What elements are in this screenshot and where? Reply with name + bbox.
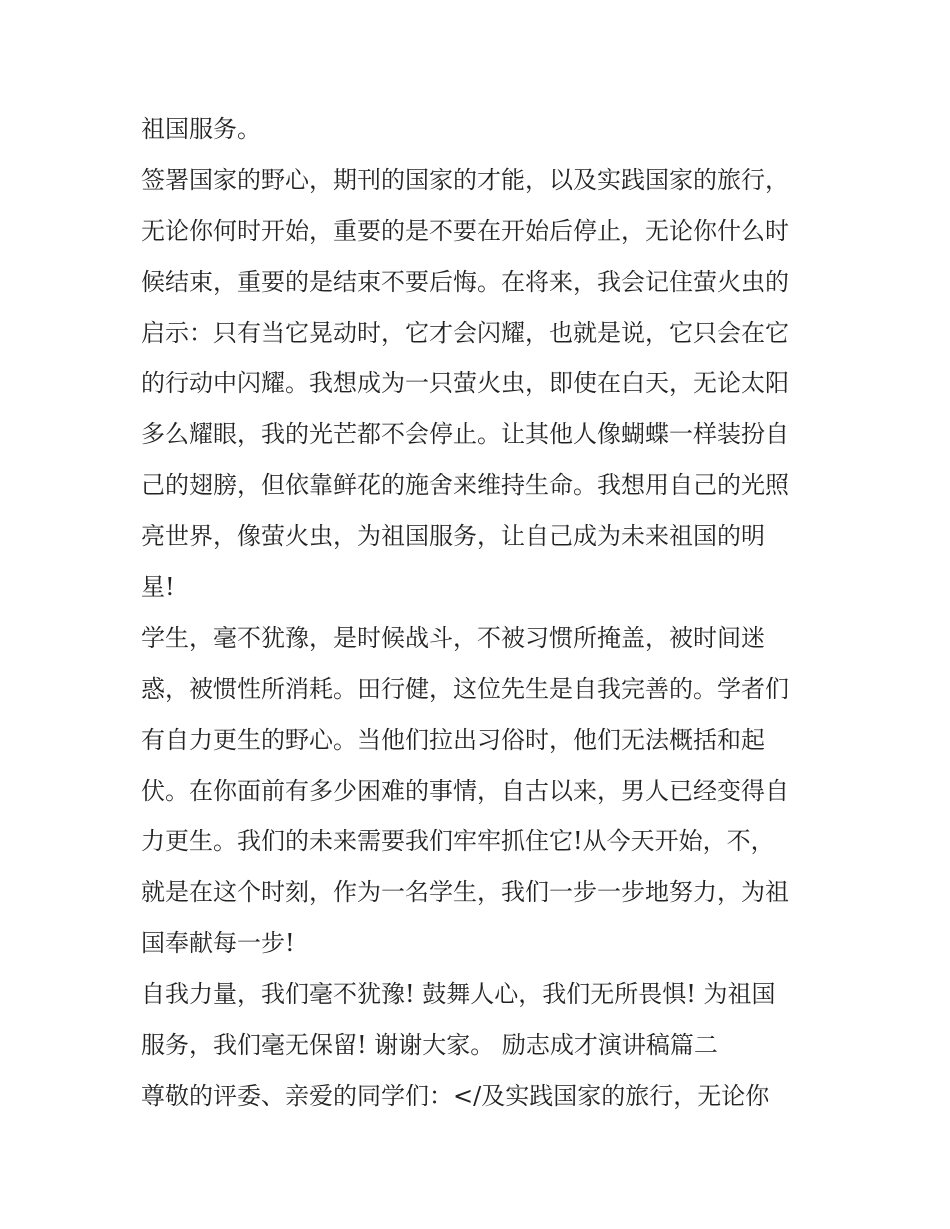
text-line: 星! (141, 573, 175, 602)
text-line: 的行动中闪耀。我想成为一只萤火虫，即使在白天，无论太阳 (141, 369, 789, 398)
text-line: 己的翅膀，但依靠鲜花的施舍来维持生命。我想用自己的光照 (141, 471, 789, 500)
text-line: 学生，毫不犹豫，是时候战斗，不被习惯所掩盖，被时间迷 (141, 623, 765, 652)
text-line: 服务，我们毫无保留! 谢谢大家。 励志成才演讲稿篇二 (141, 1031, 718, 1060)
text-line: 尊敬的评委、亲爱的同学们：</及实践国家的旅行，无论你 (141, 1081, 770, 1110)
text-line: 多么耀眼，我的光芒都不会停止。让其他人像蝴蝶一样装扮自 (141, 420, 789, 449)
text-line: 候结束，重要的是结束不要后悔。在将来，我会记住萤火虫的 (141, 267, 789, 296)
text-line: 国奉献每一步! (141, 929, 295, 958)
text-line: 就是在这个时刻，作为一名学生，我们一步一步地努力，为祖 (141, 878, 789, 907)
text-line: 启示：只有当它晃动时，它才会闪耀，也就是说，它只会在它 (141, 318, 789, 347)
text-line: 力更生。我们的未来需要我们牢牢抓住它!从今天开始，不， (141, 827, 775, 856)
text-line: 签署国家的野心，期刊的国家的才能，以及实践国家的旅行， (141, 165, 789, 194)
document-body (141, 104, 831, 1122)
text-line: 惑，被惯性所消耗。田行健，这位先生是自我完善的。学者们 (141, 674, 789, 703)
text-line: 自我力量，我们毫不犹豫! 鼓舞人心，我们无所畏惧! 为祖国 (141, 980, 776, 1009)
text-line: 伏。在你面前有多少困难的事情，自古以来，男人已经变得自 (141, 776, 789, 805)
text-line: 有自力更生的野心。当他们拉出习俗时，他们无法概括和起 (141, 725, 765, 754)
text-line: 亮世界，像萤火虫，为祖国服务，让自己成为未来祖国的明 (141, 522, 765, 551)
text-line: 祖国服务。 (141, 115, 261, 143)
text-line: 无论你何时开始，重要的是不要在开始后停止，无论你什么时 (141, 216, 789, 245)
